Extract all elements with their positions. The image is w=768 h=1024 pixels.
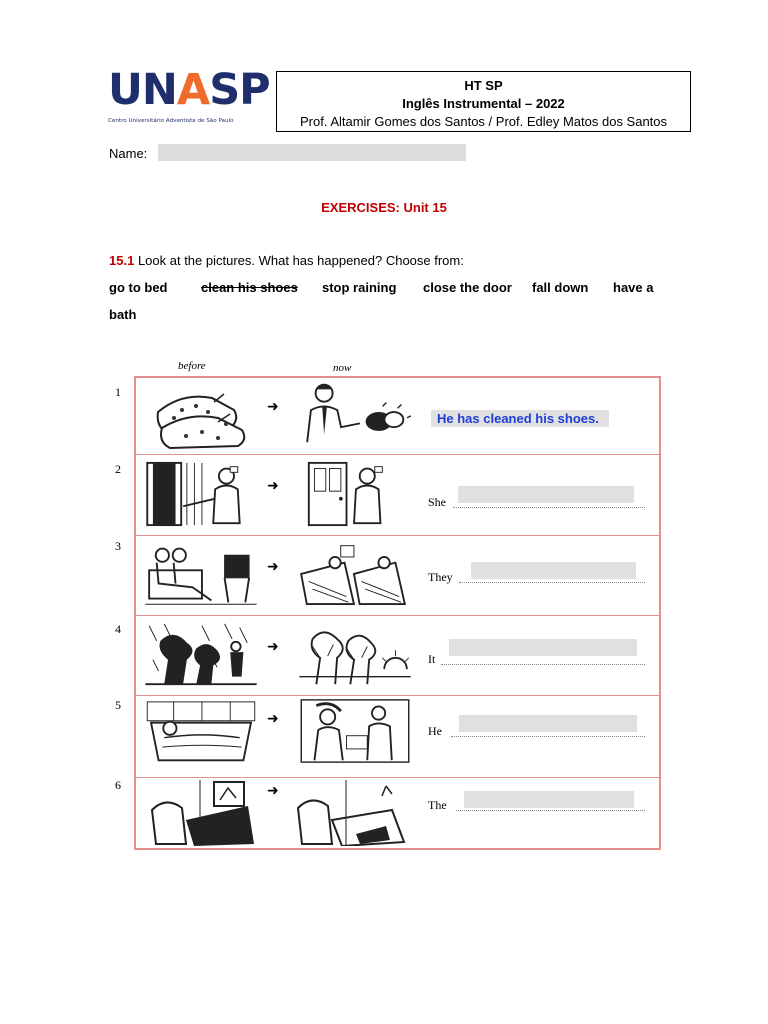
arrow-icon: ➜ bbox=[267, 710, 279, 726]
dotted-line bbox=[459, 581, 645, 583]
man-holding-shoes-picture bbox=[300, 380, 418, 446]
answer-field[interactable] bbox=[464, 791, 634, 808]
logo-subtitle: Centro Universitário Adventista de São Paulo bbox=[108, 118, 234, 124]
header-line-2: Inglês Instrumental – 2022 bbox=[402, 96, 565, 111]
picture-on-wall-picture bbox=[142, 780, 260, 846]
dotted-line bbox=[451, 735, 645, 737]
answer-field[interactable] bbox=[471, 562, 636, 579]
couple-watching-tv-picture bbox=[142, 542, 260, 608]
before-label: before bbox=[178, 360, 206, 372]
row-number: 4 bbox=[115, 622, 121, 636]
row-subject: The bbox=[428, 798, 447, 812]
choice-item: go to bed bbox=[109, 280, 168, 295]
answer-field[interactable] bbox=[459, 715, 637, 732]
dotted-line bbox=[453, 506, 645, 508]
row-subject: She bbox=[428, 495, 446, 509]
arrow-icon: ➜ bbox=[267, 477, 279, 493]
name-label: Name: bbox=[109, 146, 148, 161]
choice-item: stop raining bbox=[322, 280, 397, 295]
table-row bbox=[136, 696, 659, 778]
row-number: 6 bbox=[115, 778, 121, 792]
question-number: 15.1 bbox=[109, 253, 135, 268]
table-row bbox=[136, 778, 659, 848]
table-row bbox=[136, 536, 659, 616]
logo-wordmark: UNASP bbox=[108, 65, 270, 115]
shoes-picture bbox=[152, 384, 270, 450]
picture-fallen-picture bbox=[296, 780, 414, 846]
exercise-table bbox=[134, 376, 661, 850]
couple-in-bed-picture bbox=[294, 540, 412, 606]
unasp-logo bbox=[108, 65, 270, 130]
man-in-bath-picture bbox=[142, 700, 260, 766]
question-text: Look at the pictures. What has happened? Choose from: bbox=[137, 253, 464, 268]
answer-1[interactable]: He has cleaned his shoes. bbox=[431, 410, 609, 427]
arrow-icon: ➜ bbox=[267, 638, 279, 654]
row-number: 1 bbox=[115, 385, 121, 399]
woman-at-open-door-picture bbox=[142, 461, 260, 527]
dotted-line bbox=[441, 663, 645, 665]
row-subject: It bbox=[428, 652, 436, 666]
man-drying-picture bbox=[296, 698, 414, 764]
answer-field[interactable] bbox=[458, 486, 634, 503]
now-label: now bbox=[333, 362, 352, 374]
answer-field[interactable] bbox=[449, 639, 637, 656]
dotted-line bbox=[456, 809, 645, 811]
rain-trees-picture bbox=[142, 622, 260, 688]
arrow-icon: ➜ bbox=[267, 398, 279, 414]
name-field[interactable] bbox=[158, 144, 466, 161]
table-row bbox=[136, 616, 659, 696]
row-number: 5 bbox=[115, 698, 121, 712]
choice-item: clean his shoes bbox=[201, 280, 298, 295]
choice-item: close the door bbox=[423, 280, 512, 295]
table-row bbox=[136, 455, 659, 536]
choice-item: fall down bbox=[532, 280, 589, 295]
table-row bbox=[136, 378, 659, 455]
question-prompt bbox=[109, 253, 464, 268]
arrow-icon: ➜ bbox=[267, 558, 279, 574]
choice-item: have a bbox=[613, 280, 654, 295]
row-number: 3 bbox=[115, 539, 121, 553]
sun-trees-picture bbox=[296, 622, 414, 688]
header-line-3: Prof. Altamir Gomes dos Santos / Prof. Edley Matos dos Santos bbox=[299, 114, 668, 129]
row-number: 2 bbox=[115, 462, 121, 476]
row-subject: He bbox=[428, 724, 442, 738]
choice-item: bath bbox=[109, 307, 137, 322]
exercise-title: EXERCISES: Unit 15 bbox=[321, 200, 447, 215]
arrow-icon: ➜ bbox=[267, 782, 279, 798]
course-header bbox=[276, 71, 691, 132]
woman-door-closed-picture bbox=[296, 461, 414, 527]
header-line-1: HT SP bbox=[464, 78, 503, 93]
row-subject: They bbox=[428, 570, 453, 584]
